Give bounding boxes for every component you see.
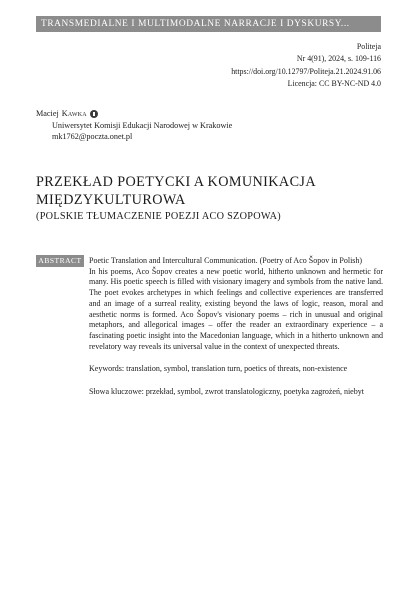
article-title <box>36 174 336 209</box>
publication-meta <box>231 41 381 90</box>
article-subtitle: (POLSKIE TŁUMACZENIE POEZJI ACO SZOPOWA) <box>36 211 281 222</box>
article-title-line1: PRZEKŁAD POETYCKI A KOMUNIKACJA <box>36 174 317 190</box>
slowa-kluczowe-line <box>89 387 383 398</box>
slowa-kluczowe-label: Słowa kluczowe: <box>89 387 144 397</box>
license-info: Licencja: CC BY-NC-ND 4.0 <box>287 78 381 88</box>
slowa-kluczowe-values: przekład, symbol, zwrot translatologiczny, poetyka zagrożeń, niebyt <box>143 387 364 397</box>
series-header-bar <box>36 16 381 32</box>
abstract-text: In his poems, Aco Šopov creates a new poetic world, hitherto unknown and hermetic for many. His poetic speech is filled with visionary imagery and symbols from the native land. The poet evokes archetypes in which feelings and collective experiences are transferred and an image of a surreal reality, existing beyond the laws of logic, reason, moral and aesthetic norms is formed. Aco Šopov's visionary poems – rich in unusual and original metaphors, and allegorical images – offer the reader an extraordinary experience – a fascinating poetic insight into the Macedonian language, which in a hitherto unknown and revelatory way reveals its universal value in the context of unexpected threats. <box>89 266 383 351</box>
article-title-line2: MIĘDZYKULTUROWA <box>36 191 186 208</box>
keywords-values: translation, symbol, translation turn, poetics of threats, non-existence <box>124 364 348 374</box>
keywords-label: Keywords: <box>89 364 125 374</box>
author-affiliation: Uniwersytet Komisji Edukacji Narodowej w Krakowie <box>52 120 233 130</box>
abstract-tag: ABSTRACT <box>36 255 84 267</box>
keywords-line <box>89 364 383 375</box>
author-first-name: Maciej <box>36 109 59 118</box>
abstract-heading: Poetic Translation and Intercultural Communication. (Poetry of Aco Šopov in Polish) <box>89 256 363 265</box>
doi-link[interactable]: https://doi.org/10.12797/Politeja.21.2024.91.06 <box>231 66 381 76</box>
orcid-icon[interactable] <box>90 110 98 118</box>
author-name <box>36 108 232 120</box>
author-last-name: Kawka <box>61 109 87 118</box>
author-block <box>36 108 232 143</box>
author-email[interactable]: mk1762@poczta.onet.pl <box>52 132 133 142</box>
issue-info: Nr 4(91), 2024, s. 109-116 <box>296 54 381 64</box>
journal-name: Politeja <box>356 42 381 51</box>
series-title: TRANSMEDIALNE I MULTIMODALNE NARRACJE I DYSKURSY... <box>41 19 350 29</box>
abstract-section <box>89 256 383 398</box>
